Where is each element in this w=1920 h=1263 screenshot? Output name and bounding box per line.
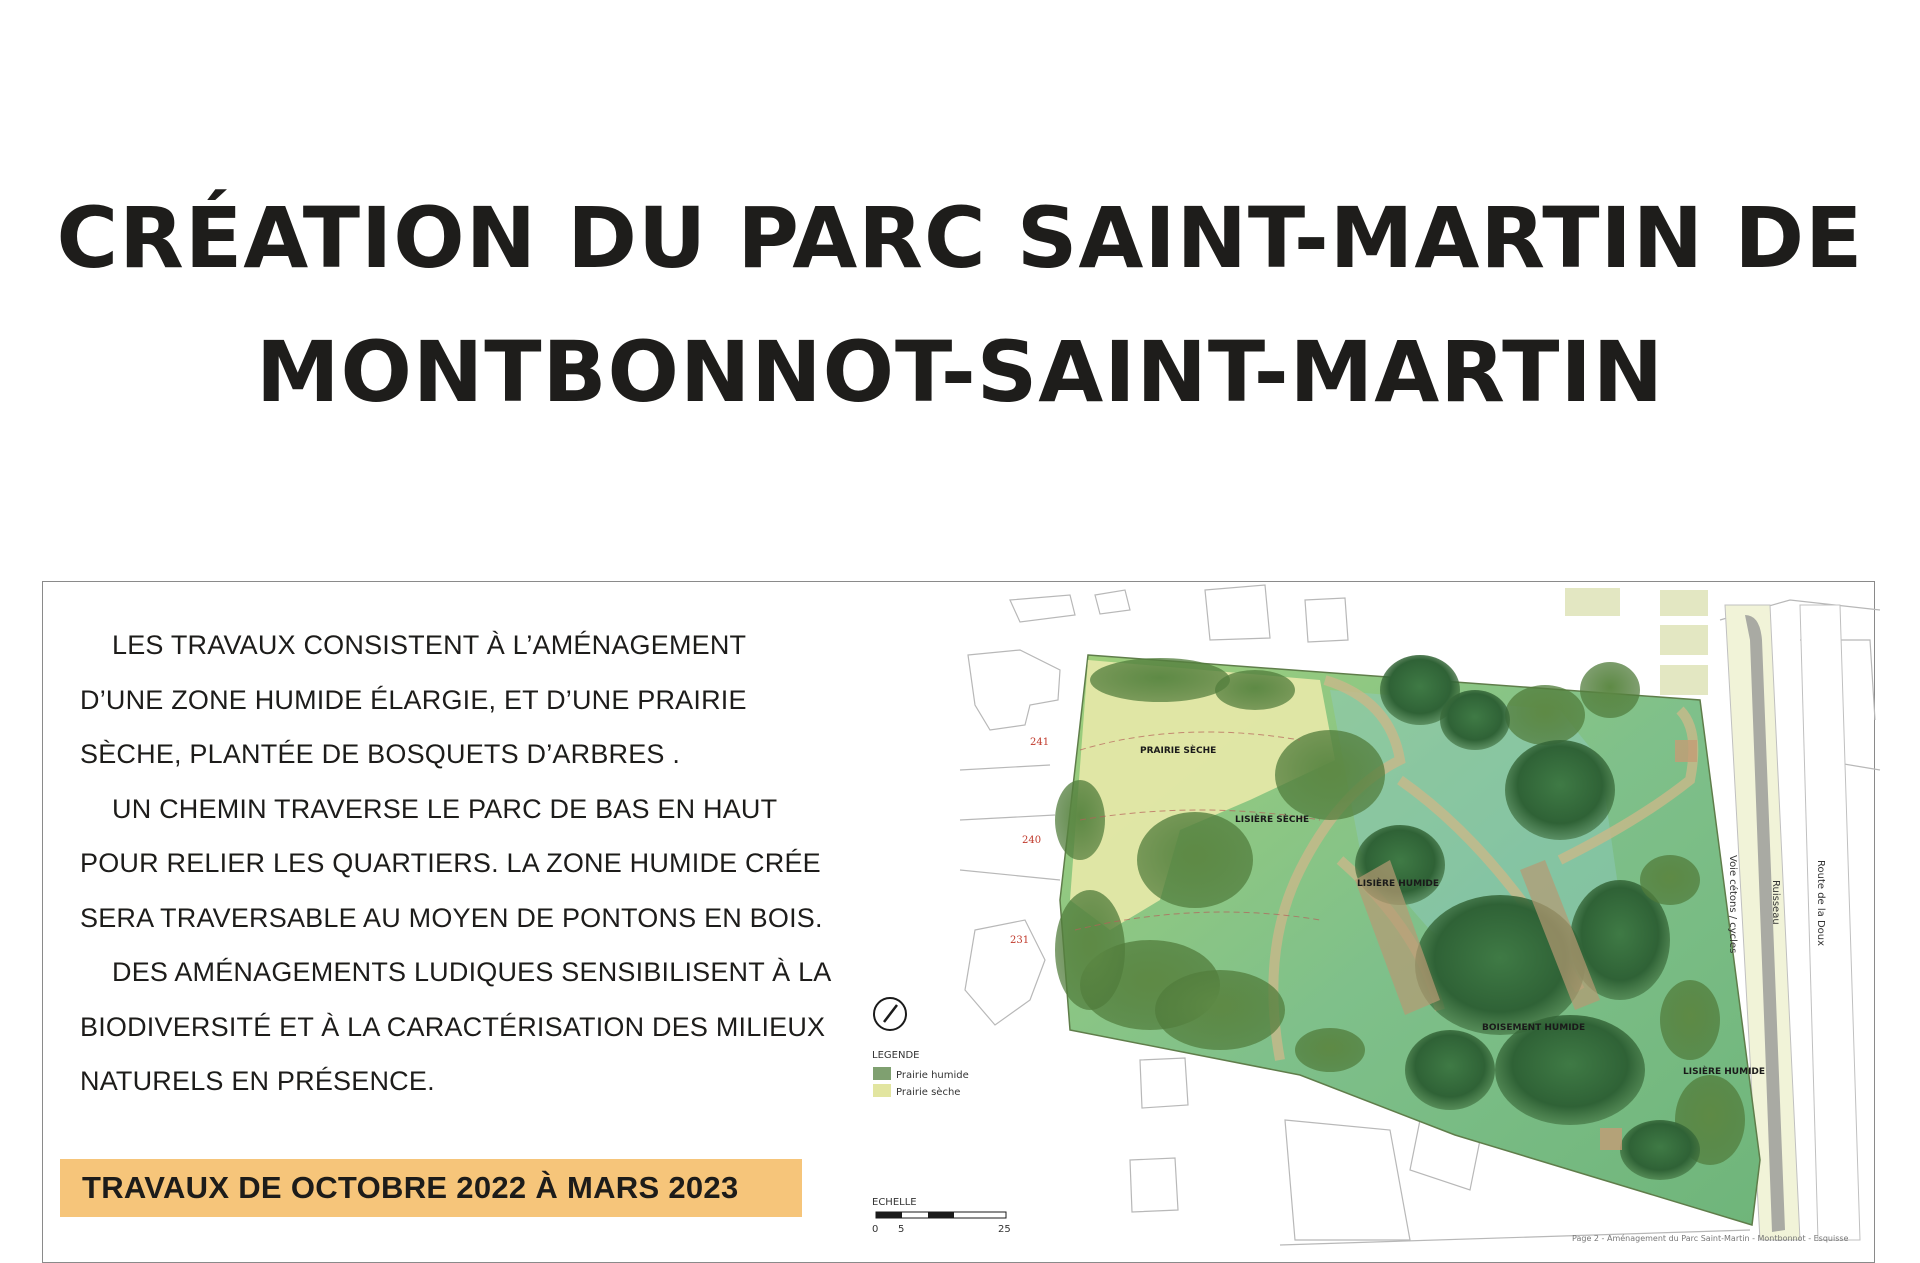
works-dates-banner: TRAVAUX DE OCTOBRE 2022 À MARS 2023 (60, 1159, 802, 1217)
description-line: BIODIVERSITÉ ET À LA CARACTÉRISATION DES MILIEUX (80, 1011, 826, 1042)
elevation-label: 231 (1010, 935, 1030, 946)
legend-label-prairie-seche: Prairie sèche (896, 1087, 961, 1098)
description-line: SÈCHE, PLANTÉE DE BOSQUETS D’ARBRES . (80, 739, 681, 769)
legend-swatch-prairie-seche (873, 1084, 891, 1097)
description-line: NATURELS EN PRÉSENCE. (80, 1066, 435, 1096)
description-line: DES AMÉNAGEMENTS LUDIQUES SENSIBILISENT À LA (112, 957, 832, 987)
road-label-voie: Voie cétons / cycles (1727, 855, 1738, 954)
elevation-label: 240 (1022, 835, 1042, 846)
scale-tick: 5 (898, 1224, 905, 1235)
page-title-line-1: CRÉATION DU PARC SAINT-MARTIN DE (56, 189, 1864, 287)
zone-label-prairie-seche: PRAIRIE SÈCHE (1140, 746, 1217, 756)
scale-bar (872, 1197, 1011, 1235)
legend-swatch-prairie-humide (873, 1067, 891, 1080)
description-line: LES TRAVAUX CONSISTENT À L’AMÉNAGEMENT (112, 630, 747, 660)
page-title-line-2: MONTBONNOT-SAINT-MARTIN (255, 323, 1665, 421)
map-legend (872, 1050, 969, 1098)
road-label-ruisseau: Ruisseau (1770, 880, 1781, 925)
scale-tick: 25 (998, 1224, 1011, 1235)
road-label-route: Route de la Doux (1815, 860, 1826, 947)
description-line: POUR RELIER LES QUARTIERS. LA ZONE HUMIDE CRÉE (80, 848, 821, 878)
legend-title: LEGENDE (872, 1050, 920, 1061)
description-line: SERA TRAVERSABLE AU MOYEN DE PONTONS EN BOIS. (80, 902, 823, 933)
scale-tick: 0 (872, 1224, 879, 1235)
zone-label-boisement-humide: BOISEMENT HUMIDE (1482, 1023, 1586, 1033)
zone-label-lisiere-humide-right: LISIÈRE HUMIDE (1683, 1067, 1766, 1077)
description-line: D’UNE ZONE HUMIDE ÉLARGIE, ET D’UNE PRAIRIE (80, 684, 747, 715)
plan-footer: Page 2 - Aménagement du Parc Saint-Martin - Montbonnot - Esquisse (1572, 1234, 1849, 1243)
north-arrow-icon (874, 998, 906, 1030)
legend-label-prairie-humide: Prairie humide (896, 1070, 969, 1081)
elevation-label: 241 (1030, 737, 1050, 748)
zone-label-lisiere-humide-center: LISIÈRE HUMIDE (1357, 879, 1440, 889)
zone-label-lisiere-seche: LISIÈRE SÈCHE (1235, 815, 1310, 825)
scale-title: ECHELLE (872, 1197, 917, 1208)
description-line: UN CHEMIN TRAVERSE LE PARC DE BAS EN HAUT (112, 793, 778, 824)
